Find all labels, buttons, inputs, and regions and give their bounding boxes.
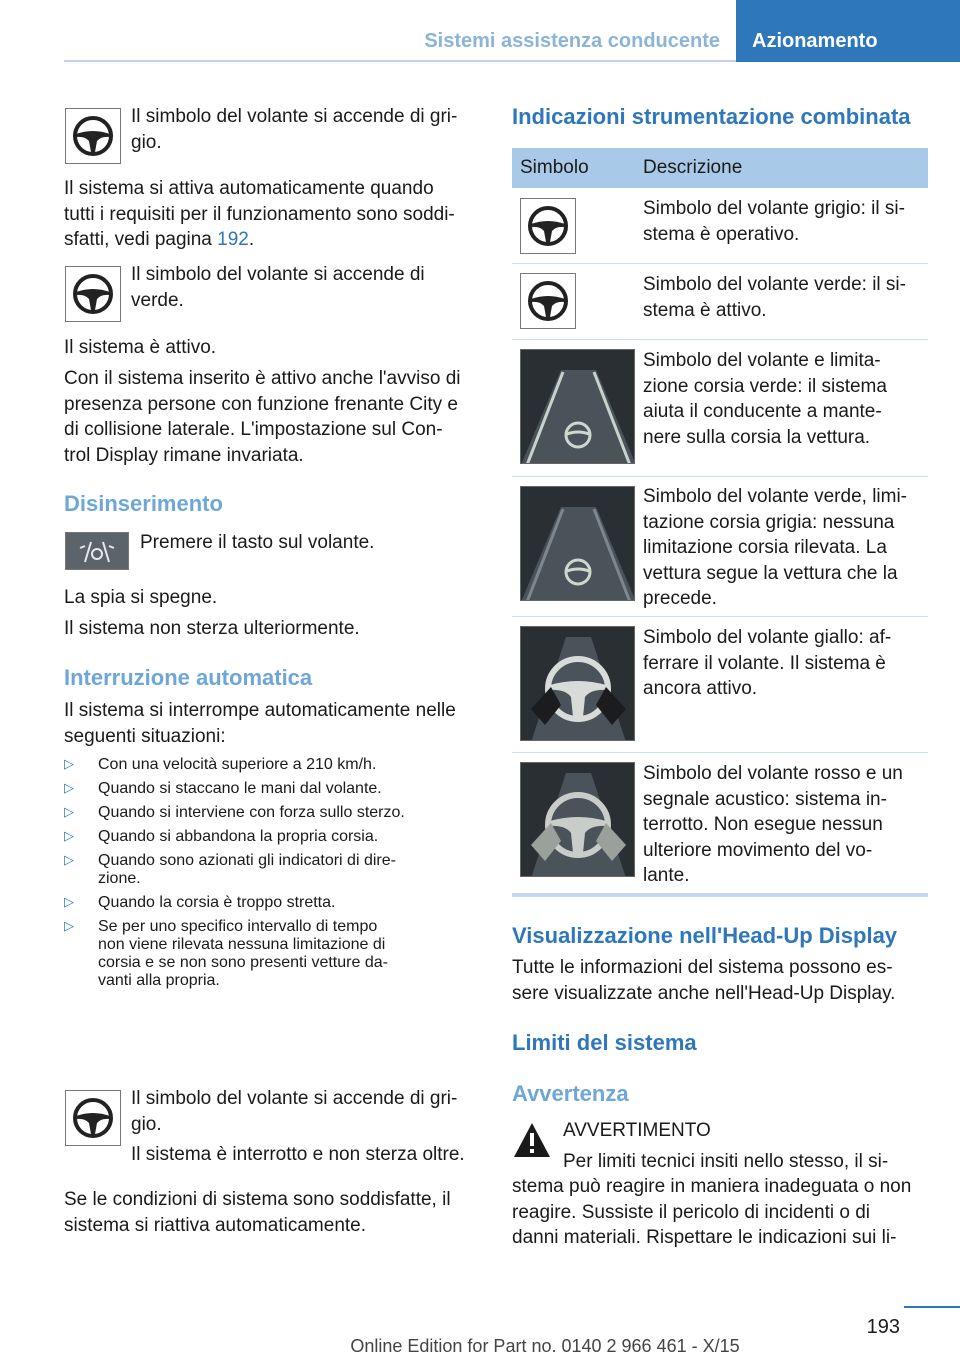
footer-edition: Online Edition for Part no. 0140 2 966 461 - X/15: [350, 1336, 740, 1356]
table-row-desc: Simbolo del volante giallo: af- ferrare il volante. Il sistema è ancora attivo.: [643, 627, 892, 699]
header-section-title: Sistemi assistenza conducente: [424, 30, 720, 52]
list-item: ▷ Quando la corsia è troppo stretta.: [64, 894, 336, 911]
triangle-bullet-icon: ▷: [64, 852, 74, 867]
lane-grey-display-image: [520, 486, 635, 601]
heading-avvertenza: Avvertenza: [512, 1081, 629, 1106]
list-item: ▷ Quando si staccano le mani dal volante.: [64, 780, 382, 797]
heading-disinserimento: Disinserimento: [64, 491, 223, 516]
p-grey-on-1: Il simbolo del volante si accende di gri- gio.: [131, 106, 458, 153]
table-row-desc: Simbolo del volante e limita- zione corsia verde: il sistema aiuta il conducente a mante- nere sulla corsia la vettura.: [643, 350, 887, 448]
p-reactivate: Se le condizioni di sistema sono soddisfatte, il sistema si riattiva automaticamente.: [64, 1189, 451, 1236]
header-divider: [64, 60, 736, 62]
triangle-bullet-icon: ▷: [64, 804, 74, 819]
p-green-on: Il simbolo del volante si accende di verde.: [131, 264, 425, 311]
list-item: ▷ Con una velocità superiore a 210 km/h.: [64, 756, 377, 773]
list-item: ▷ Quando si abbandona la propria corsia.: [64, 828, 379, 845]
p-active: Il sistema è attivo.: [64, 337, 217, 358]
list-item: ▷ Quando sono azionati gli indicatori di dire- zione.: [64, 852, 396, 887]
p-interrupted: Il sistema è interrotto e non sterza oltre.: [131, 1144, 465, 1165]
triangle-bullet-icon: ▷: [64, 894, 74, 909]
row-divider: [512, 476, 928, 477]
warning-text-1: Per limiti tecnici insiti nello stesso, il si-: [563, 1151, 889, 1172]
heading-interruzione: Interruzione automatica: [64, 665, 313, 690]
triangle-bullet-icon: ▷: [64, 780, 74, 795]
heading-hud: Visualizzazione nell'Head-Up Display: [512, 923, 898, 948]
table-header: [512, 148, 928, 188]
warning-text-rest: stema può reagire in maniera inadeguata o non reagire. Sussiste il pericolo di incidenti o di danni materiali. Rispettare le indicazioni sui li-: [512, 1176, 912, 1248]
steering-wheel-grey-icon: [520, 198, 576, 254]
p-grey-on-2: Il simbolo del volante si accende di gri- gio.: [131, 1088, 458, 1135]
p-interrupt-intro: Il sistema si interrompe automaticamente nelle seguenti situazioni:: [64, 700, 456, 747]
col-header-symbol: Simbolo: [520, 157, 589, 178]
heading-indicazioni: Indicazioni strumentazione combinata: [512, 104, 911, 129]
interrupt-bullet-list: [64, 756, 480, 990]
col-header-description: Descrizione: [643, 157, 743, 178]
p-press-button: Premere il tasto sul volante.: [140, 532, 375, 553]
table-row-desc: Simbolo del volante verde: il si- stema è attivo.: [643, 274, 906, 321]
table-end-rule: [512, 893, 928, 897]
triangle-bullet-icon: ▷: [64, 918, 74, 933]
footer-accent-line: [904, 1306, 960, 1308]
table-row-desc: Simbolo del volante verde, limi- tazione corsia grigia: nessuna limitazione corsia rilevata. La vettura segue la vettura che la precede.: [643, 486, 908, 609]
hands-on-wheel-yellow-image: [520, 626, 635, 741]
p-hud: Tutte le informazioni del sistema possono es- sere visualizzate anche nell'Head-Up Display.: [512, 957, 896, 1004]
p-no-steer: Il sistema non sterza ulteriormente.: [64, 618, 360, 639]
table-row-desc: Simbolo del volante grigio: il si- stema è operativo.: [643, 198, 905, 245]
lane-green-display-image: [520, 349, 635, 464]
list-item: ▷ Se per uno specifico intervallo di tempo non viene rilevata nessuna limitazione di corsia e se non sono presenti vetture da- vanti alla propria.: [64, 918, 388, 989]
triangle-bullet-icon: ▷: [64, 828, 74, 843]
row-divider: [512, 339, 928, 340]
p-auto-activate: Il sistema si attiva automaticamente quando tutti i requisiti per il funzionamento sono soddi- sfatti, vedi pagina 192.: [64, 178, 455, 250]
p-city-brake: Con il sistema inserito è attivo anche l'avviso di presenza persone con funzione frenante City e di collisione laterale. L'impostazione sul Con- trol Display rimane invariata.: [64, 368, 461, 466]
header-chapter-tab: Azionamento: [736, 0, 960, 62]
steering-wheel-green-icon: [520, 273, 576, 329]
table-row-desc: Simbolo del volante rosso e un segnale acustico: sistema in- terrotto. Non esegue nessun ulteriore movimento del vo- lante.: [643, 763, 903, 886]
page-link-192[interactable]: 192: [217, 229, 249, 250]
row-divider: [512, 263, 928, 264]
steering-wheel-grey-icon: [65, 108, 121, 164]
list-item: ▷ Quando si interviene con forza sullo sterzo.: [64, 804, 405, 821]
p-light-off: La spia si spegne.: [64, 587, 218, 608]
steering-wheel-green-icon: [65, 266, 121, 322]
hands-on-wheel-red-image: [520, 762, 635, 877]
heading-limiti: Limiti del sistema: [512, 1030, 697, 1055]
lane-assist-button-icon: [65, 532, 129, 570]
page-number: 193: [866, 1316, 900, 1338]
steering-wheel-grey-icon: [65, 1090, 121, 1146]
row-divider: [512, 616, 928, 617]
triangle-bullet-icon: ▷: [64, 756, 74, 771]
row-divider: [512, 752, 928, 753]
warning-triangle-icon: [512, 1120, 552, 1160]
warning-title: AVVERTIMENTO: [563, 1120, 711, 1141]
